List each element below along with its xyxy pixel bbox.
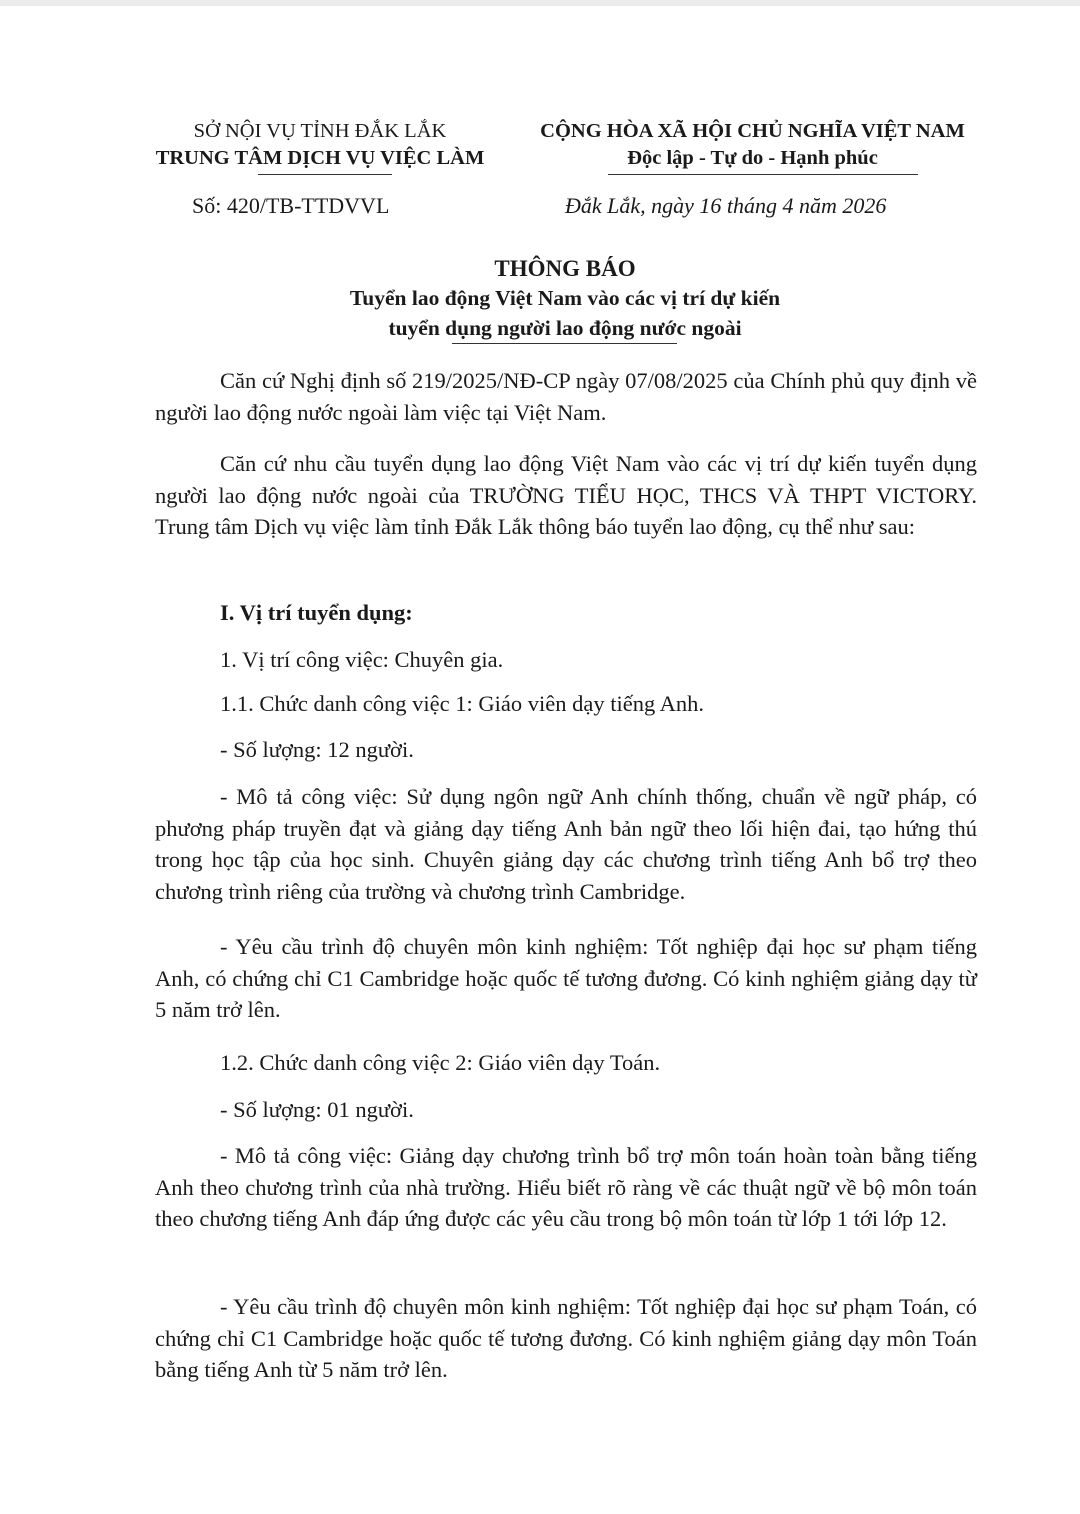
notice-title [130,254,1000,343]
agency-line-2: TRUNG TÂM DỊCH VỤ VIỆC LÀM [155,147,485,169]
nation-header [510,118,995,172]
job1-requirements: - Yêu cầu trình độ chuyên môn kinh nghiệm: Tốt nghiệp đại học sư phạm tiếng Anh, có chứng chỉ C1 Cambridge hoặc quốc tế tương đương. Có kinh nghiệm giảng dạy từ 5 năm trở lên. [155,934,977,1023]
recruitment-basis-paragraph: Căn cứ nhu cầu tuyển dụng lao động Việt Nam vào các vị trí dự kiến tuyển dụng người lao động nước ngoài của TRƯỜNG TIỂU HỌC, THCS VÀ THPT VICTORY. Trung tâm Dịch vụ việc làm tỉnh Đắk Lắk thông báo tuyển lao động, cụ thể như sau: [155,451,977,540]
title-main: THÔNG BÁO [494,256,636,281]
page-top-bar [0,0,1080,6]
nation-line-2: Độc lập - Tự do - Hạnh phúc [627,147,878,169]
agency-underline [258,174,392,175]
agency-line-1: SỞ NỘI VỤ TỈNH ĐẮK LẮK [193,120,447,142]
nation-line-1: CỘNG HÒA XÃ HỘI CHỦ NGHĨA VIỆT NAM [540,120,965,142]
position-line: 1. Vị trí công việc: Chuyên gia. [220,647,504,672]
job1-title: 1.1. Chức danh công việc 1: Giáo viên dạy tiếng Anh. [220,691,704,716]
job2-title: 1.2. Chức danh công việc 2: Giáo viên dạy Toán. [220,1050,661,1075]
job2-requirements: - Yêu cầu trình độ chuyên môn kinh nghiệm: Tốt nghiệp đại học sư phạm Toán, có chứng chỉ C1 Cambridge hoặc quốc tế tương đương. Có kinh nghiệm giảng dạy môn Toán bằng tiếng Anh từ 5 năm trở lên. [155,1294,977,1383]
job1-count: - Số lượng: 12 người. [220,737,414,762]
job2-description: - Mô tả công việc: Giảng dạy chương trình bổ trợ môn toán hoàn toàn bằng tiếng Anh theo chương trình của nhà trường. Hiểu biết rõ ràng về các thuật ngữ về bộ môn toán theo chương tiếng Anh đáp ứng được các yêu cầu trong bộ môn toán từ lớp 1 tới lớp 12. [155,1143,977,1232]
title-sub-2: tuyển dụng người lao động nước ngoài [388,316,742,340]
agency-header [120,118,520,172]
place-date: Đắk Lắk, ngày 16 tháng 4 năm 2026 [565,193,887,218]
doc-number: Số: 420/TB-TTDVVL [192,193,390,218]
motto-underline [608,174,918,175]
title-sub-1: Tuyển lao động Việt Nam vào các vị trí dự kiến [349,286,781,310]
section-heading-positions: I. Vị trí tuyển dụng: [220,600,413,625]
job2-count: - Số lượng: 01 người. [220,1097,414,1122]
legal-basis-paragraph: Căn cứ Nghị định số 219/2025/NĐ-CP ngày 07/08/2025 của Chính phủ quy định về người lao động nước ngoài làm việc tại Việt Nam. [155,368,977,425]
title-underline [452,343,677,344]
job1-description: - Mô tả công việc: Sử dụng ngôn ngữ Anh chính thống, chuẩn về ngữ pháp, có phương pháp truyền đạt và giảng dạy tiếng Anh bản ngữ theo lối hiện đai, tạo hứng thú trong học tập của học sinh. Chuyên giảng dạy các chương trình tiếng Anh bổ trợ theo chương trình riêng của trường và chương trình Cambridge. [155,784,977,905]
